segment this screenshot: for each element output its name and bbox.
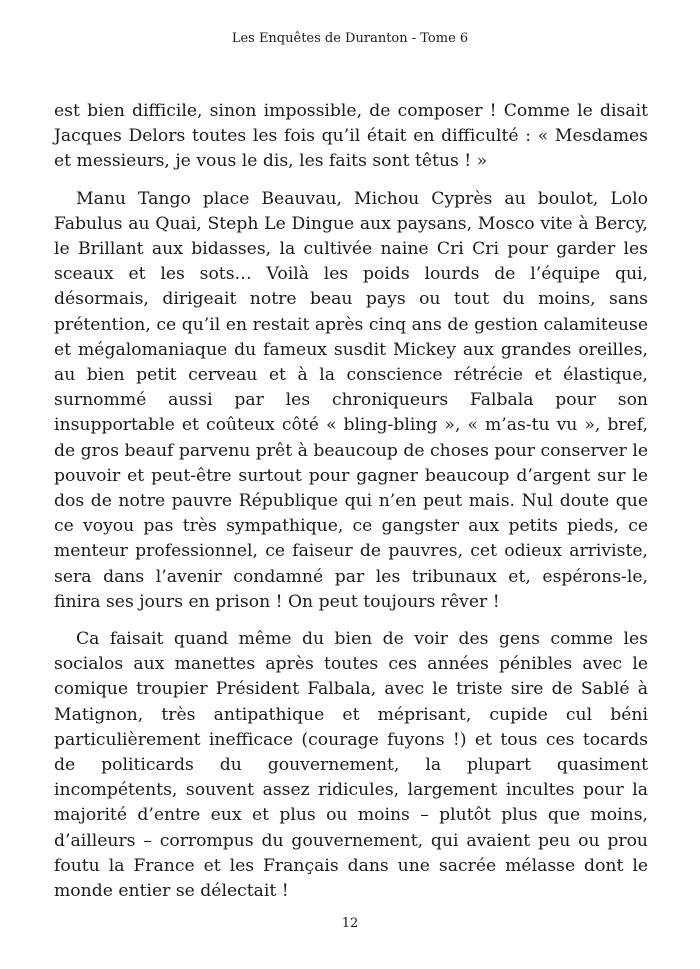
page-number: 12 xyxy=(341,916,359,931)
body-text xyxy=(54,99,648,916)
running-header: Les Enquêtes de Duranton - Tome 6 xyxy=(231,31,469,46)
paragraph-3: Ca faisait quand même du bien de voir des gens comme les socialos aux manettes après toutes ces années pénibles avec le comique troupier Président Falbala, avec le triste sire de Sablé à Matignon, très antipathique et méprisant, cupide cul béni particulièrement inefficace (courage fuyons !) et tous ces tocards de politicards du gouvernement, la plupart quasiment incompétents, souvent assez ridicules, largement incultes pour la majorité d’entre eux et plus ou moins – plutôt plus que moins, d’ailleurs – corrompus du gouvernement, qui avaient peu ou prou foutu la France et les Français dans une sacrée mélasse dont le monde entier se délectait ! xyxy=(54,629,648,902)
paragraph-2: Manu Tango place Beauvau, Michou Cyprès au boulot, Lolo Fabulus au Quai, Steph Le Dingue aux paysans, Mosco vite à Bercy, le Brillant aux bidasses, la cultivée naine Cri Cri pour garder les sceaux et les sots… Voilà les poids lourds de l’équipe qui, désormais, dirigeait notre beau pays ou tout du moins, sans prétention, ce qu’il en restait après cinq ans de gestion calamiteuse et mégalomaniaque du fameux susdit Mickey aux grandes oreilles, au bien petit cerveau et à la conscience rétrécie et élastique, surnommé aussi par les chroniqueurs Falbala pour son insupportable et coûteux côté « bling-bling », « m’as-tu vu », bref, de gros beauf parvenu prêt à beaucoup de choses pour conserver le pouvoir et peut-être surtout pour gagner beaucoup d’argent sur le dos de notre pauvre République qui n’en peut mais. Nul doute que ce voyou pas très sympathique, ce gangster aux petits pieds, ce menteur professionnel, ce faiseur de pauvres, cet odieux arriviste, sera dans l’avenir condamné par les tribunaux et, espérons-le, finira ses jours en prison ! On peut toujours rêver ! xyxy=(54,188,648,612)
paragraph-1: est bien difficile, sinon impossible, de composer ! Comme le disait Jacques Delors toutes les fois qu’il était en difficulté : « Mesdames et messieurs, je vous le dis, les faits sont têtus ! » xyxy=(54,101,648,172)
